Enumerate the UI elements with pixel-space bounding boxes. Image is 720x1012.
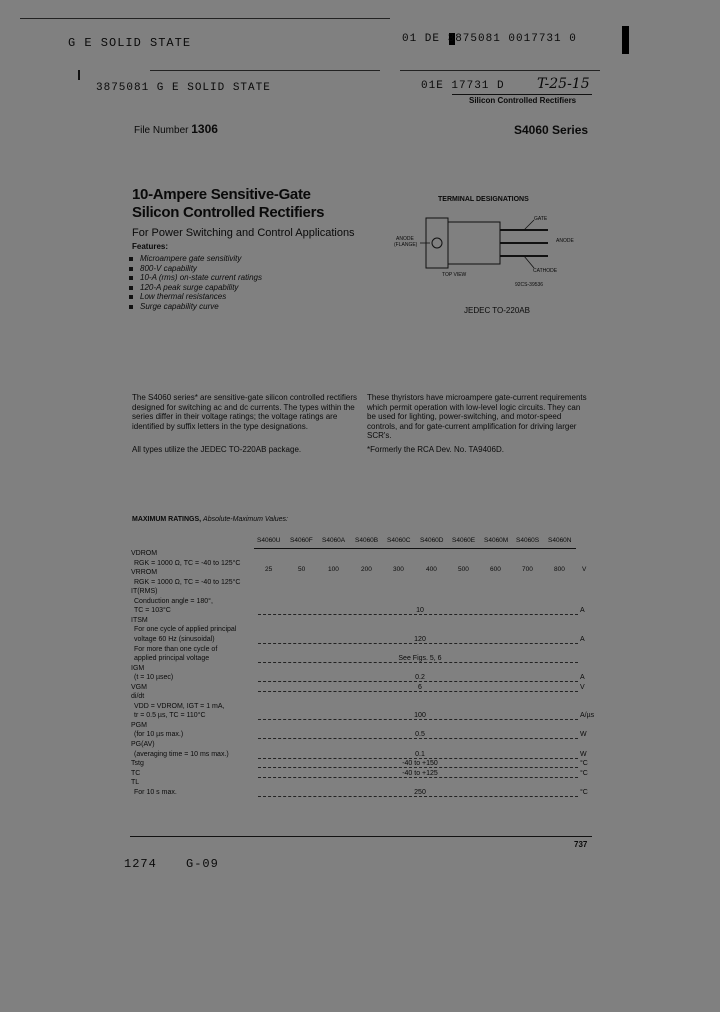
leader-line <box>258 643 578 644</box>
type-header: S4060D <box>420 537 444 544</box>
handwritten-code: T-25-15 <box>537 76 590 92</box>
vdrom-value: 200 <box>361 566 372 573</box>
stamp-company: G E SOLID STATE <box>68 36 192 50</box>
application-paragraph: These thyristors have microampere gate-current requirements which permit operation with low-level logic circuits. They can be used for lighting, power-switching, and motor-speed controls, and for gate-current amplification for driving larger SCR's. <box>367 393 587 441</box>
rating-unit: W <box>580 731 587 739</box>
rating-label: VGM <box>131 683 147 691</box>
type-header: S4060F <box>290 537 313 544</box>
series-name: S4060 Series <box>514 123 589 137</box>
rating-label: VDROM <box>131 550 158 557</box>
type-header: S4060B <box>355 537 379 544</box>
rating-unit: °C <box>580 769 588 777</box>
rating-unit: A <box>580 674 585 682</box>
gate-pointer <box>524 220 534 230</box>
leader-line <box>258 767 578 768</box>
former-designation-note: *Formerly the RCA Dev. No. TA9406D. <box>367 445 504 454</box>
rating-label: ITSM <box>131 616 148 624</box>
rating-label: PGM <box>131 721 147 729</box>
leader-line <box>258 796 578 797</box>
type-header: S4060U <box>257 537 281 544</box>
type-header: S4060N <box>548 537 572 544</box>
rating-label: (averaging time = 10 ms max.) <box>134 750 229 758</box>
page-number: 737 <box>574 840 588 849</box>
feature-item: Microampere gate sensitivity <box>128 254 262 264</box>
vdrom-value: 100 <box>328 566 339 573</box>
rating-value: -40 to +125 <box>390 770 450 777</box>
rating-unit: A/µs <box>580 712 595 720</box>
features-list <box>128 254 262 312</box>
cathode-pointer <box>524 256 534 268</box>
rating-label: VDD = VDROM, IGT = 1 mA, <box>134 702 225 710</box>
rating-label: PG(AV) <box>131 741 155 748</box>
rating-label: (t = 10 µsec) <box>134 674 174 682</box>
rating-label: tr = 0.5 µs, TC = 110°C <box>134 712 206 720</box>
feature-item: 120-A peak surge capability <box>128 283 262 293</box>
leader-line <box>258 681 578 682</box>
subtitle: For Power Switching and Control Applications <box>132 227 355 239</box>
rating-label: TC = 103°C <box>134 607 171 615</box>
type-header: S4060E <box>452 537 476 544</box>
rating-value: 10 <box>390 607 450 614</box>
rating-label: (for 10 µs max.) <box>134 731 184 739</box>
cathode-label: CATHODE <box>533 268 558 274</box>
type-header: S4060C <box>387 537 411 544</box>
leader-line <box>258 719 578 720</box>
scan-line-top-3 <box>400 70 600 71</box>
margin-mark <box>78 70 80 80</box>
leader-line <box>258 691 578 692</box>
rating-value: See Figs. 5, 6 <box>390 655 450 662</box>
rating-label: Conduction angle = 180°, <box>134 597 213 605</box>
rating-label: voltage 60 Hz (sinusoidal) <box>134 635 215 643</box>
leader-line <box>258 614 578 615</box>
intro-paragraph: The S4060 series* are sensitive-gate silicon controlled rectifiers designed for switching ac and dc currents. The types within the series differ in their voltage ratings; the voltage ratings are identified by suffix letters in the type designations. <box>132 393 357 431</box>
vdrom-unit: V <box>582 566 587 573</box>
rating-label: IGM <box>131 664 145 672</box>
rating-value: 0.5 <box>390 731 450 738</box>
rating-value: -40 to +150 <box>390 760 450 767</box>
body-outline <box>448 222 500 264</box>
scan-line-top-2 <box>150 70 380 71</box>
gate-label: GATE <box>534 216 548 222</box>
title-line1: 10-Ampere Sensitive-Gate <box>132 186 311 203</box>
rating-label: RGK = 1000 Ω, TC = -40 to 125°C <box>134 559 241 567</box>
type-header-rule <box>254 548 576 549</box>
category-label: Silicon Controlled Rectifiers <box>469 96 577 105</box>
feature-item: 800-V capability <box>128 264 262 274</box>
rating-label: TL <box>131 779 140 787</box>
file-number <box>134 122 218 136</box>
rating-value: 120 <box>390 636 450 643</box>
rating-label: IT(RMS) <box>131 588 158 596</box>
vdrom-value: 800 <box>554 566 565 573</box>
to220-package-drawing <box>420 212 570 292</box>
type-header: S4060S <box>516 537 540 544</box>
rating-label: For one cycle of applied principal <box>134 626 237 634</box>
ratings-heading <box>132 516 288 523</box>
rating-label: di/dt <box>131 693 145 701</box>
file-number-label: File Number <box>134 125 189 136</box>
vdrom-value: 600 <box>490 566 501 573</box>
rating-label: TC <box>131 769 141 777</box>
diagram-title: TERMINAL DESIGNATIONS <box>438 196 529 203</box>
package-note: All types utilize the JEDEC TO-220AB package. <box>132 445 302 454</box>
vdrom-value: 25 <box>265 566 273 573</box>
footer-code-left: 1274 <box>124 857 157 871</box>
anode-flange-label: ANODE <box>396 236 414 242</box>
mounting-hole <box>432 238 442 248</box>
leader-line <box>258 738 578 739</box>
header-rule <box>452 94 592 95</box>
drawing-code: 92CS-39536 <box>515 282 544 288</box>
rating-value: 250 <box>390 789 450 796</box>
features-heading: Features: <box>132 242 169 251</box>
feature-item: Low thermal resistances <box>128 292 262 302</box>
rating-label: VRROM <box>131 569 158 577</box>
rating-label: For more than one cycle of <box>134 645 218 653</box>
feature-item: 10-A (rms) on-state current ratings <box>128 273 262 283</box>
registration-mark <box>622 26 629 54</box>
anode-label: ANODE <box>556 238 574 244</box>
vdrom-value: 50 <box>298 566 306 573</box>
vdrom-value: 300 <box>393 566 404 573</box>
rating-label: Tstg <box>131 760 144 768</box>
stamp-company-line2: 3875081 G E SOLID STATE <box>96 82 271 94</box>
ratings-heading-sub: Absolute-Maximum Values: <box>203 516 288 523</box>
footer-rule <box>130 836 592 837</box>
rating-value: 100 <box>390 712 450 719</box>
vdrom-value: 400 <box>426 566 437 573</box>
package-label: JEDEC TO-220AB <box>464 306 530 315</box>
stamp-date-code: 01 DE 3875081 0017731 0 <box>402 33 577 45</box>
feature-item: Surge capability curve <box>128 302 262 312</box>
rating-unit: °C <box>580 760 588 768</box>
leader-line <box>258 777 578 778</box>
footer-code-mid: G-09 <box>186 857 219 871</box>
title-line2: Silicon Controlled Rectifiers <box>132 204 325 221</box>
rating-unit: A <box>580 635 585 643</box>
rating-unit: A <box>580 607 585 615</box>
stamp-code-line2: 01E 17731 D <box>421 80 505 92</box>
rating-value: 0.1 <box>390 751 450 758</box>
rating-label: applied principal voltage <box>134 655 210 663</box>
rating-unit: V <box>580 683 585 691</box>
rating-label: For 10 s max. <box>134 788 177 796</box>
scan-line-top <box>20 18 390 19</box>
rating-unit: °C <box>580 788 588 796</box>
leader-line <box>258 758 578 759</box>
vdrom-value: 700 <box>522 566 533 573</box>
type-header: S4060A <box>322 537 346 544</box>
ratings-heading-main: MAXIMUM RATINGS, <box>132 516 202 523</box>
rating-unit: W <box>580 750 587 758</box>
rating-value: 6 <box>390 684 450 691</box>
type-header: S4060M <box>484 537 509 544</box>
rating-value: 0.2 <box>390 674 450 681</box>
vdrom-value: 500 <box>458 566 469 573</box>
file-number-value: 1306 <box>191 122 218 136</box>
flange-label: (FLANGE) <box>394 242 418 248</box>
top-view-label: TOP VIEW <box>442 272 467 278</box>
rating-label: RGK = 1000 Ω, TC = -40 to 125°C <box>134 578 241 586</box>
leader-line <box>258 662 578 663</box>
